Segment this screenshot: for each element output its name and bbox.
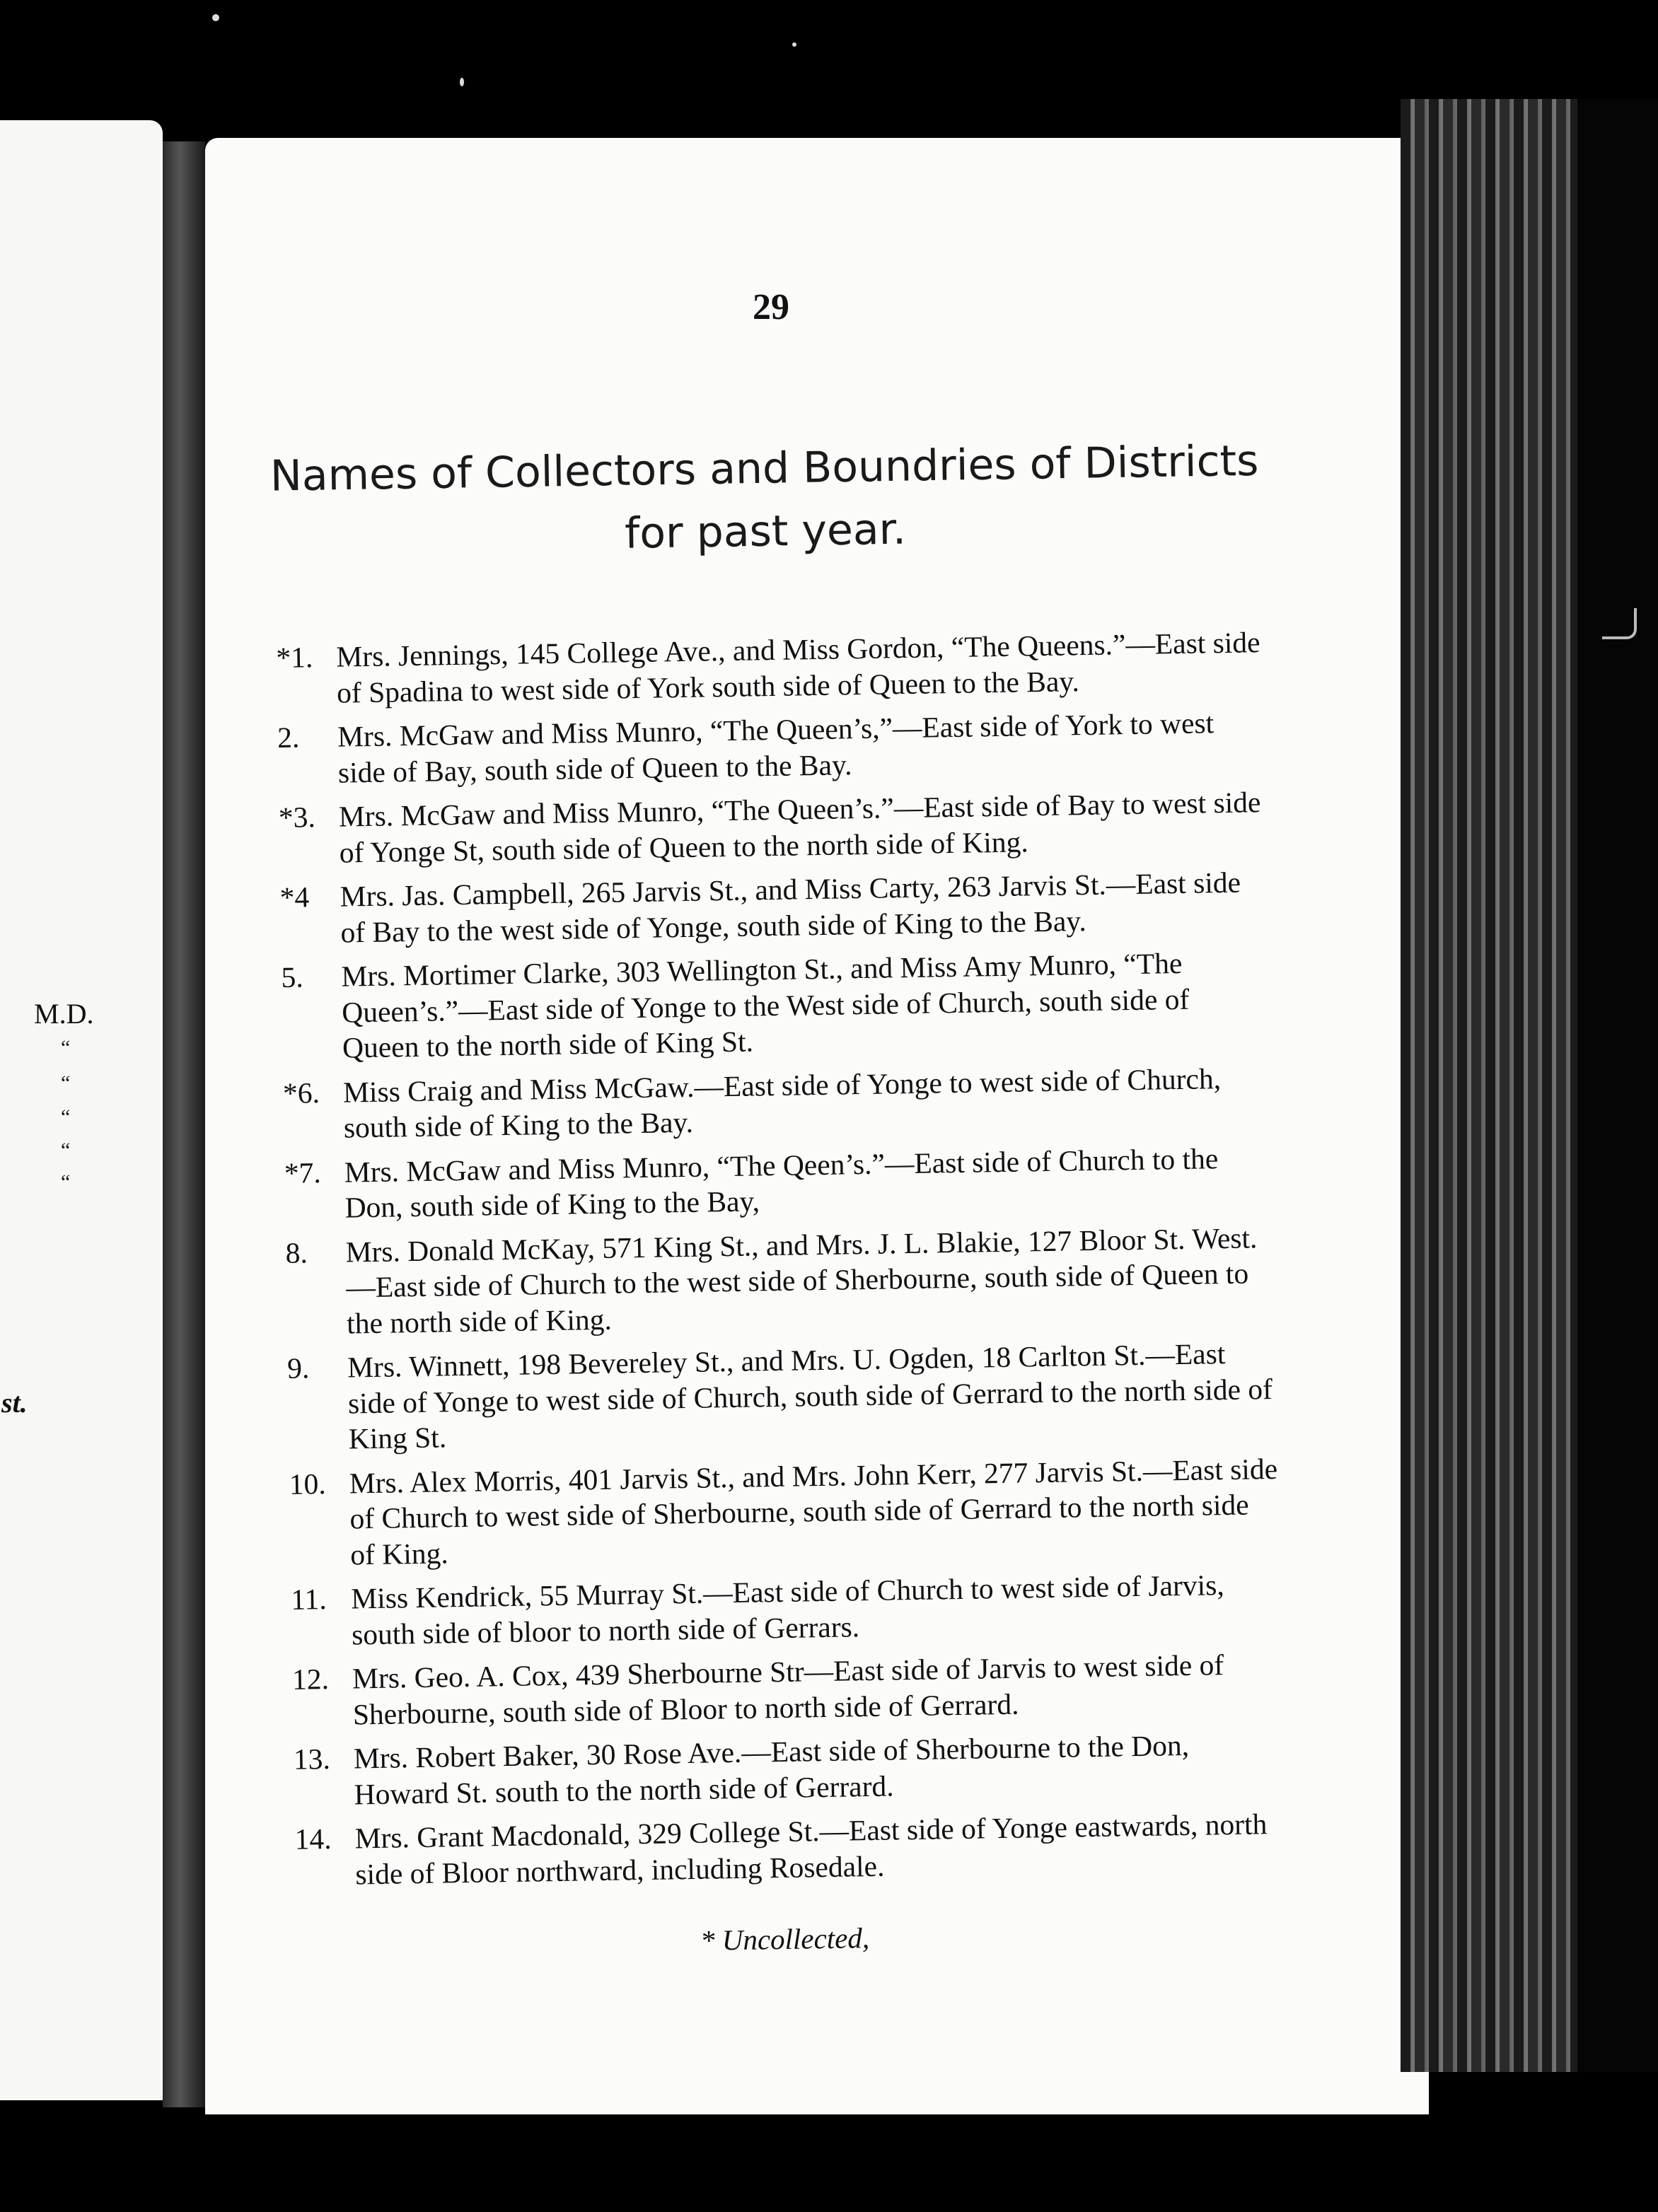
entry-text: Mrs. Robert Baker, 30 Rose Ave.—East side of Sherbourne to the Don, Howard St. south to the north side of Gerrard.	[353, 1728, 1190, 1810]
entry-number: 13.	[293, 1742, 331, 1776]
entry-number: *7.	[284, 1156, 322, 1189]
entry-number: 14.	[294, 1822, 332, 1856]
district-entry	[277, 704, 1268, 791]
left-ditto-mark: “	[61, 1170, 71, 1194]
entry-number: *6.	[282, 1076, 320, 1110]
district-entry	[285, 1219, 1277, 1341]
title-line-2: for past year.	[624, 504, 907, 559]
entry-number: *3.	[278, 801, 316, 834]
district-entry	[279, 864, 1270, 951]
entry-text: Mrs. McGaw and Miss Munro, “The Queen’s.”—East side of Bay to west side of Yonge St, south side of Queen to the north side of King.	[338, 786, 1261, 869]
entry-text: Mrs. Mortimer Clarke, 303 Wellington St., and Miss Amy Munro, “The Queen’s.”—East side of Yonge to the West side of Church, south side of Queen to the north side of King St.	[341, 946, 1190, 1064]
entry-number: 2.	[277, 721, 300, 754]
entry-text: Mrs. Geo. A. Cox, 439 Sherbourne Str—East side of Jarvis to west side of Sherbourne, south side of Bloor to north side of Gerrard.	[352, 1648, 1224, 1730]
dust-speck	[460, 78, 464, 86]
entry-number: *4	[279, 880, 310, 914]
district-entry	[291, 1566, 1282, 1653]
left-margin-note: st.	[1, 1387, 28, 1419]
entry-number: 8.	[285, 1235, 308, 1269]
edge-mark	[1602, 608, 1637, 639]
entry-text: Miss Craig and Miss McGaw.—East side of Yonge to west side of Church, south side of King to the Bay.	[342, 1061, 1222, 1144]
district-entry	[293, 1726, 1284, 1813]
district-entry	[287, 1335, 1279, 1457]
entry-number: 10.	[289, 1467, 326, 1501]
dust-speck	[212, 14, 219, 21]
page-number: 29	[753, 287, 789, 327]
entry-text: Mrs. Winnett, 198 Bevereley St., and Mrs. U. Ogden, 18 Carlton St.—East side of Yonge to west side of Church, south side of Gerrard to the north side of King St.	[347, 1337, 1273, 1455]
entry-text: Mrs. Grant Macdonald, 329 College St.—East side of Yonge eastwards, north side of Bloor northward, including Rosedale.	[354, 1808, 1268, 1890]
district-entry	[284, 1139, 1275, 1226]
entry-number: *1.	[276, 641, 313, 674]
district-entry	[281, 944, 1273, 1066]
district-entry	[292, 1646, 1283, 1733]
entry-text: Mrs. Jennings, 145 College Ave., and Miss Gordon, “The Queens.”—East side of Spadina to west side of York south side of Queen to the Bay.	[336, 626, 1260, 709]
district-entry	[279, 784, 1270, 871]
district-list	[276, 624, 1286, 1902]
left-ditto-mark: “	[61, 1105, 71, 1129]
book-cover-edge	[1577, 99, 1658, 2072]
left-page	[0, 120, 163, 2100]
district-entry	[294, 1806, 1285, 1893]
entry-number: 12.	[291, 1663, 330, 1696]
footnote: * Uncollected,	[700, 1921, 870, 1957]
page-title	[255, 429, 1275, 571]
district-entry	[283, 1059, 1274, 1146]
entry-text: Miss Kendrick, 55 Murray St.—East side of Church to west side of Jarvis, south side of bloor to north side of Gerrars.	[350, 1568, 1224, 1651]
entry-text: Mrs. McGaw and Miss Munro, “The Queen’s,”—East side of York to west side of Bay, south side of Queen to the Bay.	[337, 706, 1214, 789]
entry-text: Mrs. Jas. Campbell, 265 Jarvis St., and Miss Carty, 263 Jarvis St.—East side of Bay to the west side of Yonge, south side of King to the Bay.	[340, 866, 1241, 949]
entry-text: Mrs. Alex Morris, 401 Jarvis St., and Mrs. John Kerr, 277 Jarvis St.—East side of Church to west side of Sherbourne, south side of Gerrard to the north side of King.	[349, 1452, 1278, 1571]
left-ditto-mark: “	[61, 1139, 71, 1162]
entry-text: Mrs. McGaw and Miss Munro, “The Qeen’s.”—East side of Church to the Don, south side of King to the Bay,	[344, 1141, 1219, 1224]
left-ditto-mark: “	[61, 1036, 71, 1059]
book-gutter	[163, 141, 205, 2107]
left-margin-note: M.D.	[34, 998, 94, 1030]
left-ditto-mark: “	[61, 1071, 71, 1095]
dust-speck	[792, 42, 796, 47]
entry-number: 11.	[290, 1583, 327, 1616]
entry-number: 5.	[281, 960, 303, 994]
district-entry	[276, 624, 1267, 711]
entry-text: Mrs. Donald McKay, 571 King St., and Mrs. J. L. Blakie, 127 Bloor St. West.—East side of Church to the west side of Sherbourne, south side of Queen to the north side of King.	[345, 1221, 1258, 1340]
title-line-1: Names of Collectors and Boundries of Districts	[269, 436, 1259, 501]
entry-number: 9.	[286, 1351, 310, 1385]
district-entry	[289, 1450, 1280, 1573]
